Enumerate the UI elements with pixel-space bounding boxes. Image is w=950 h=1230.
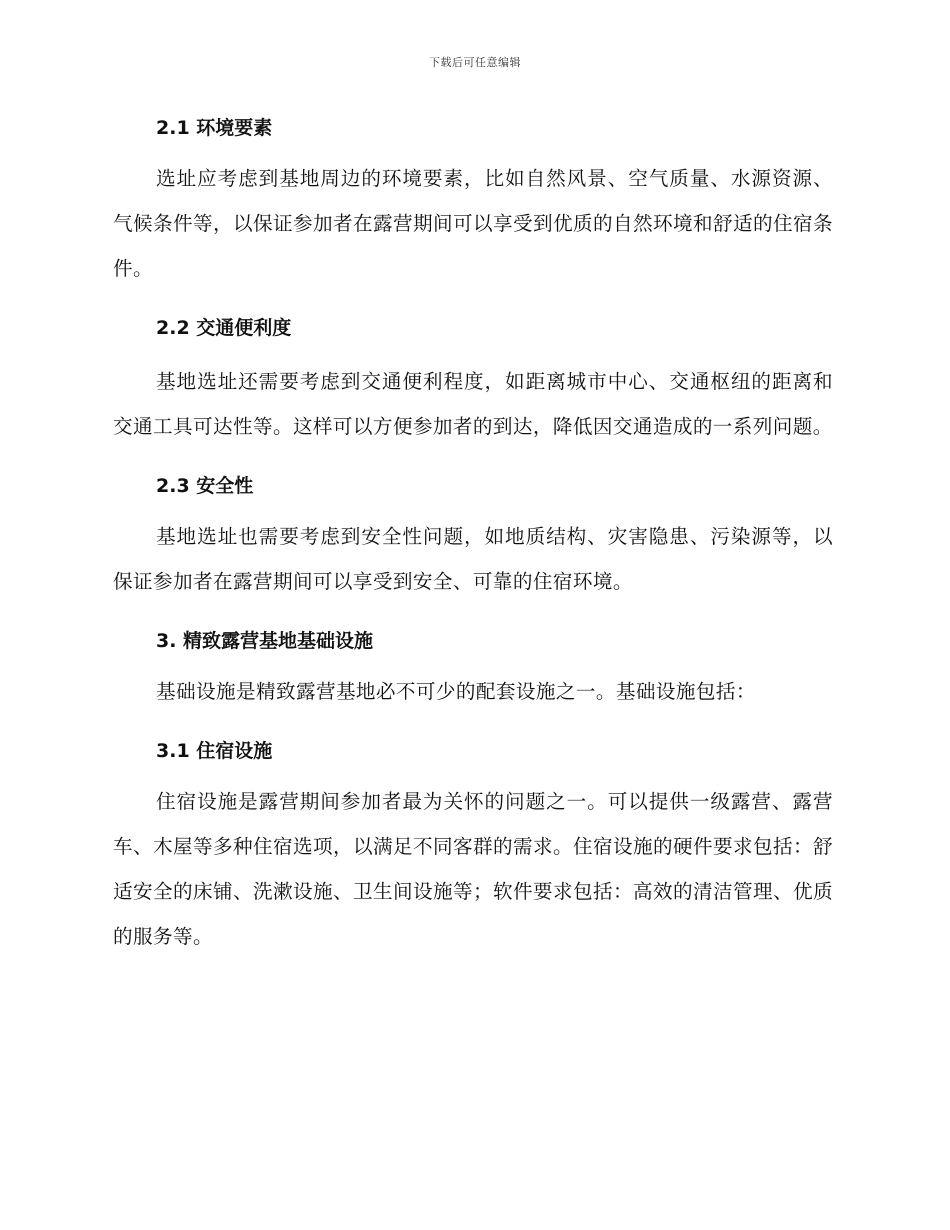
section-paragraph-2-1: 选址应考虑到基地周边的环境要素，比如自然风景、空气质量、水源资源、气候条件等，以保证参加者在露营期间可以享受到优质的自然环境和舒适的住宿条件。 bbox=[113, 167, 833, 280]
section-heading-3-1: 3.1 住宿设施 bbox=[156, 740, 273, 762]
section-paragraph-2-3: 基地选址也需要考虑到安全性问题，如地质结构、灾害隐患、污染源等，以保证参加者在露营期间可以享受到安全、可靠的住宿环境。 bbox=[113, 525, 833, 593]
section-paragraph-2-2: 基地选址还需要考虑到交通便利程度，如距离城市中心、交通枢纽的距离和交通工具可达性等。这样可以方便参加者的到达，降低因交通造成的一系列问题。 bbox=[113, 370, 833, 438]
section-heading-2-1: 2.1 环境要素 bbox=[156, 117, 273, 139]
section-paragraph-3-1: 住宿设施是露营期间参加者最为关怀的问题之一。可以提供一级露营、露营车、木屋等多种住宿选项，以满足不同客群的需求。住宿设施的硬件要求包括：舒适安全的床铺、洗漱设施、卫生间设施等；软件要求包括：高效的清洁管理、优质的服务等。 bbox=[113, 790, 833, 948]
document-body bbox=[113, 113, 833, 959]
section-paragraph-3: 基础设施是精致露营基地必不可少的配套设施之一。基础设施包括： bbox=[156, 680, 756, 703]
page-header: 下载后可任意编辑 bbox=[429, 56, 521, 69]
section-heading-2-2: 2.2 交通便利度 bbox=[156, 317, 292, 339]
section-heading-3: 3. 精致露营基地基础设施 bbox=[156, 630, 374, 652]
section-heading-2-3: 2.3 安全性 bbox=[156, 475, 254, 497]
